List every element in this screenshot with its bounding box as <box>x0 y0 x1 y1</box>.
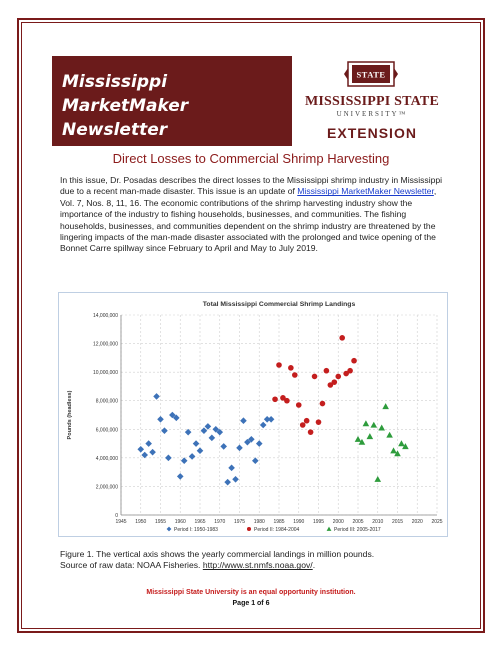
y-tick-label: 0 <box>115 513 118 519</box>
data-point <box>378 425 385 431</box>
legend-marker <box>167 527 172 532</box>
university-name: MISSISSIPPI STATE <box>305 94 439 109</box>
x-tick-label: 1965 <box>194 519 206 525</box>
y-tick-label: 6,000,000 <box>95 427 118 434</box>
data-point <box>236 445 243 452</box>
chart-title: Total Mississippi Commercial Shrimp Landings <box>202 301 356 308</box>
data-point <box>260 422 267 429</box>
legend-marker <box>247 527 251 531</box>
legend-label: Period I: 1950-1983 <box>174 527 218 533</box>
data-point <box>312 374 318 380</box>
data-point <box>220 443 227 450</box>
data-point <box>304 418 310 424</box>
article-headline: Direct Losses to Commercial Shrimp Harvesting <box>112 151 390 166</box>
data-point <box>185 429 192 436</box>
data-point <box>153 393 160 400</box>
data-point <box>292 372 298 378</box>
data-point <box>398 440 405 446</box>
data-point <box>308 429 314 435</box>
y-tick-label: 12,000,000 <box>92 341 118 348</box>
data-point <box>335 374 341 380</box>
newsletter-title-line2: Newsletter <box>62 120 168 140</box>
data-point <box>240 417 247 424</box>
equal-opportunity-statement: Mississippi State University is an equal opportunity institution. <box>146 589 356 596</box>
data-point <box>228 465 235 472</box>
msu-seal-icon <box>342 60 400 88</box>
x-tick-label: 2005 <box>352 519 364 525</box>
chart-canvas <box>59 293 449 538</box>
x-tick-label: 1945 <box>115 519 127 525</box>
data-point <box>324 368 330 374</box>
x-tick-label: 2015 <box>391 519 404 525</box>
caption-source: Source of raw data: NOAA Fisheries. <box>60 560 203 571</box>
intro-paragraph <box>60 175 445 255</box>
intro-text-part1: In this issue, Dr. Posadas describes the direct losses to the Mississippi shrimp industry in Mississippi due to a recent man-made disaster. This issue is an update of <box>60 175 443 197</box>
newsletter-banner <box>52 56 452 146</box>
data-point <box>149 449 156 456</box>
data-point <box>371 422 378 428</box>
y-tick-label: 2,000,000 <box>95 484 118 491</box>
data-point <box>363 420 370 426</box>
x-tick-label: 1975 <box>233 519 246 525</box>
data-point <box>157 416 164 423</box>
intro-text-part2: , Vol. 7, Nos. 8, 11, 16. The economic contributions of the shrimp harvesting industry show the importance of the industry to fishing households, businesses, and communities. The fishing households, businesses, and communities dependent on the shrimp industry are threatened by the lingering impacts of the man-made disaster associated with the prolonged and twice opening of the Bonnet Carre spillway since February to April and May to July 2019. <box>60 186 437 254</box>
data-point <box>209 435 216 442</box>
legend-label: Period II: 1984-2004 <box>254 527 300 533</box>
caption-line1: Figure 1. The vertical axis shows the yearly commercial landings in million pounds. <box>60 549 375 559</box>
data-point <box>374 476 381 482</box>
data-point <box>177 473 184 480</box>
data-point <box>197 447 204 454</box>
data-point <box>355 436 362 442</box>
data-point <box>272 396 278 402</box>
data-point <box>390 447 397 453</box>
x-tick-label: 2000 <box>332 519 344 525</box>
x-tick-label: 1990 <box>293 519 305 525</box>
data-point <box>347 368 353 374</box>
data-point <box>189 453 196 460</box>
x-tick-label: 1960 <box>174 519 186 525</box>
x-tick-label: 1955 <box>154 519 167 525</box>
y-tick-label: 14,000,000 <box>92 313 118 319</box>
data-point <box>252 457 259 464</box>
y-tick-label: 10,000,000 <box>92 370 118 377</box>
caption-suffix: . <box>312 560 316 571</box>
page-number: Page 1 of 6 <box>232 600 270 607</box>
data-point <box>331 379 337 385</box>
noaa-link[interactable]: http://www.st.nmfs.noaa.gov/ <box>202 560 313 571</box>
data-point <box>320 401 326 407</box>
data-point <box>339 335 345 341</box>
x-tick-label: 1950 <box>135 519 147 525</box>
data-point <box>193 440 200 447</box>
data-point <box>137 446 144 453</box>
figure-caption <box>60 549 452 572</box>
data-point <box>367 433 374 439</box>
x-tick-label: 2010 <box>372 519 384 525</box>
data-point <box>181 457 188 464</box>
x-tick-label: 1980 <box>253 519 265 525</box>
data-point <box>268 416 275 423</box>
university-subtitle: UNIVERSITY™ <box>336 110 408 118</box>
banner-title-block <box>52 56 292 146</box>
x-tick-label: 2025 <box>431 519 443 525</box>
data-point <box>316 419 322 425</box>
data-point <box>205 423 212 430</box>
x-tick-label: 1995 <box>312 519 325 525</box>
data-point <box>296 402 302 408</box>
data-point <box>386 432 393 438</box>
x-tick-label: 1970 <box>214 519 226 525</box>
data-point <box>256 440 263 447</box>
shrimp-landings-chart <box>58 292 448 537</box>
data-point <box>288 365 294 371</box>
data-point <box>300 422 306 428</box>
data-point <box>382 403 389 409</box>
msu-extension-logo <box>292 56 452 146</box>
seal-text: STATE <box>356 69 386 80</box>
data-point <box>224 479 231 486</box>
y-tick-label: 8,000,000 <box>95 398 118 405</box>
data-point <box>165 455 172 462</box>
data-point <box>284 398 290 404</box>
data-point <box>161 427 168 434</box>
newsletter-link[interactable]: Mississippi MarketMaker Newsletter <box>297 186 434 197</box>
x-tick-label: 1985 <box>273 519 285 525</box>
x-tick-label: 2020 <box>411 519 423 525</box>
extension-label: EXTENSION <box>327 125 417 141</box>
data-point <box>276 362 282 368</box>
newsletter-title-line1: Mississippi MarketMaker <box>62 72 189 116</box>
legend-marker <box>327 527 332 531</box>
legend-label: Period III: 2005-2017 <box>334 527 381 533</box>
data-point <box>351 358 357 364</box>
data-point <box>141 452 148 459</box>
data-point <box>145 440 152 447</box>
y-tick-label: 4,000,000 <box>95 455 118 462</box>
data-point <box>232 476 239 483</box>
y-axis-label: Pounds (headless) <box>67 390 73 440</box>
data-point <box>201 427 208 434</box>
